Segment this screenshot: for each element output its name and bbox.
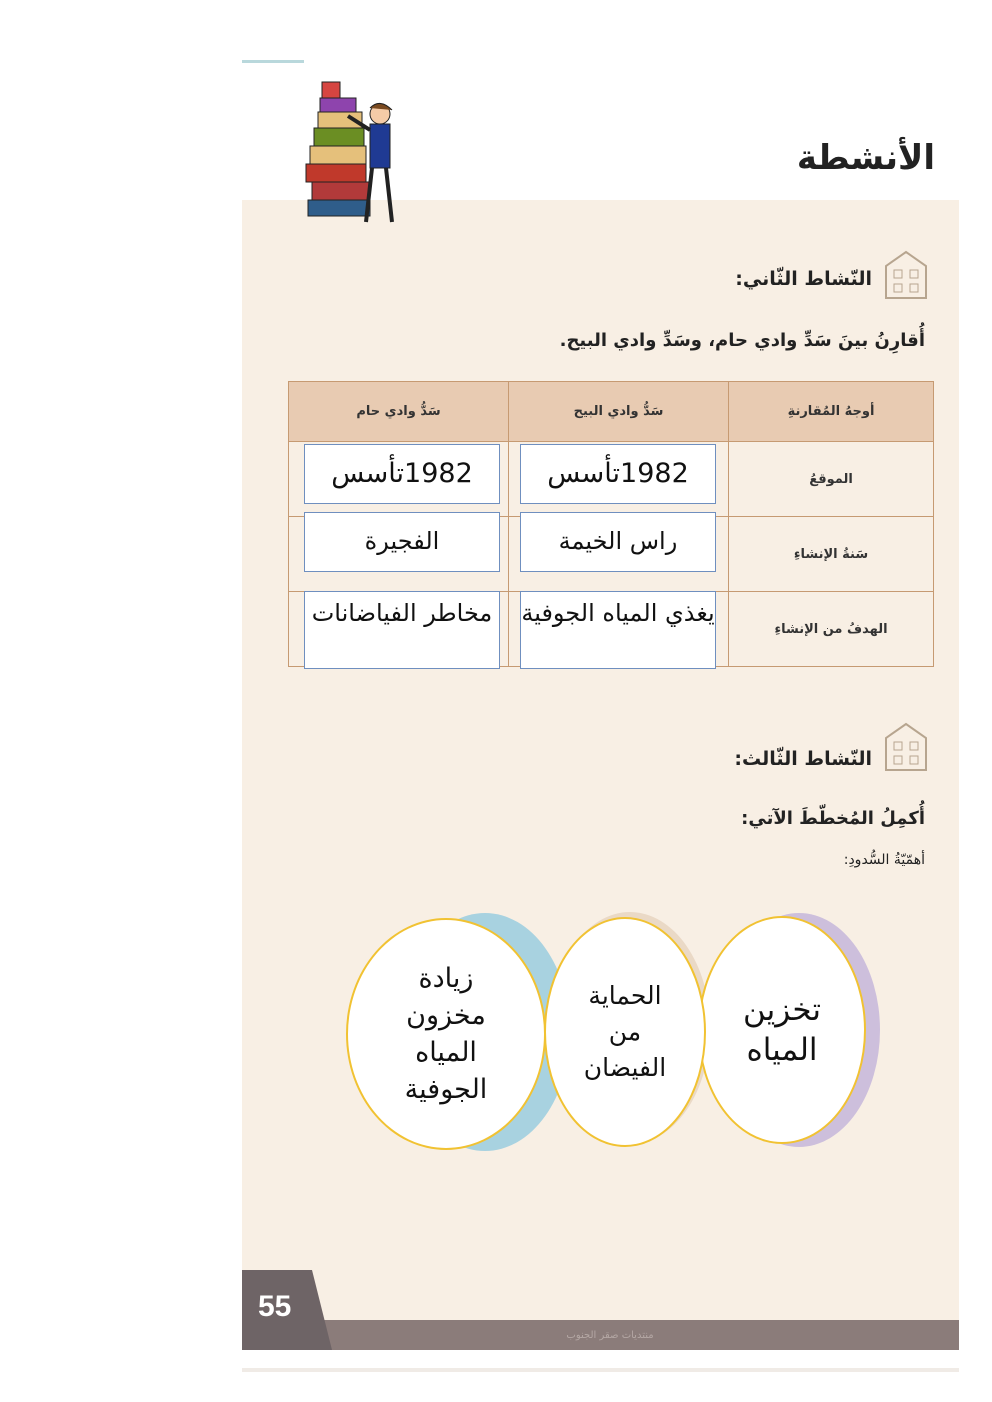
answer-bih-goal[interactable]: يغذي المياه الجوفية	[520, 591, 716, 669]
bottom-line	[242, 1368, 959, 1372]
activity-3-instruction: أُكمِلُ المُخطّطَ الآتي:	[741, 808, 925, 829]
page-number: 55	[258, 1290, 292, 1323]
table-header-row	[289, 382, 934, 442]
answer-ham-year[interactable]: الفجيرة	[304, 512, 500, 572]
row-label: الهدفُ من الإنشاءِ	[729, 592, 934, 667]
building-icon	[878, 718, 934, 774]
diagram-circle-groundwater	[346, 918, 546, 1150]
activity-3-subtitle: أهمّيّةُ السُّدودِ:	[843, 852, 925, 868]
answer-ham-location[interactable]: 1982تأسس	[304, 444, 500, 504]
top-accent-line	[242, 60, 304, 63]
diagram-circle-storage	[698, 916, 866, 1144]
answer-bih-location[interactable]: 1982تأسس	[520, 444, 716, 504]
answer-ham-goal[interactable]: مخاطر الفياضانات	[304, 591, 500, 669]
building-icon	[878, 246, 934, 302]
row-label: الموقعُ	[729, 442, 934, 517]
answer-bih-year[interactable]: راس الخيمة	[520, 512, 716, 572]
circle-text: تخزين المياه	[743, 992, 821, 1068]
activity-2-instruction: أُقارِنُ بينَ سَدِّ وادي حام، وسَدِّ وادي البيح.	[559, 330, 925, 351]
circle-text: الحماية من الفيضان	[583, 981, 667, 1082]
books-illustration-icon	[300, 72, 410, 232]
table-header: سَدُّ وادي البيح	[509, 382, 729, 442]
table-header: سَدُّ وادي حام	[289, 382, 509, 442]
watermark-text: منتديات صقر الجنوب	[566, 1330, 654, 1341]
table-header: أوجهُ المُقارنةِ	[729, 382, 934, 442]
diagram-circle-protection	[544, 917, 706, 1147]
activity-3-title: النّشاط الثّالث:	[734, 748, 872, 770]
activity-2-title: النّشاط الثّاني:	[735, 268, 872, 290]
circle-text: زيادة مخزون المياه الجوفية	[404, 963, 488, 1105]
page-background	[242, 200, 959, 1350]
page-title: الأنشطة	[796, 138, 935, 178]
row-label: سَنةُ الإنشاءِ	[729, 517, 934, 592]
